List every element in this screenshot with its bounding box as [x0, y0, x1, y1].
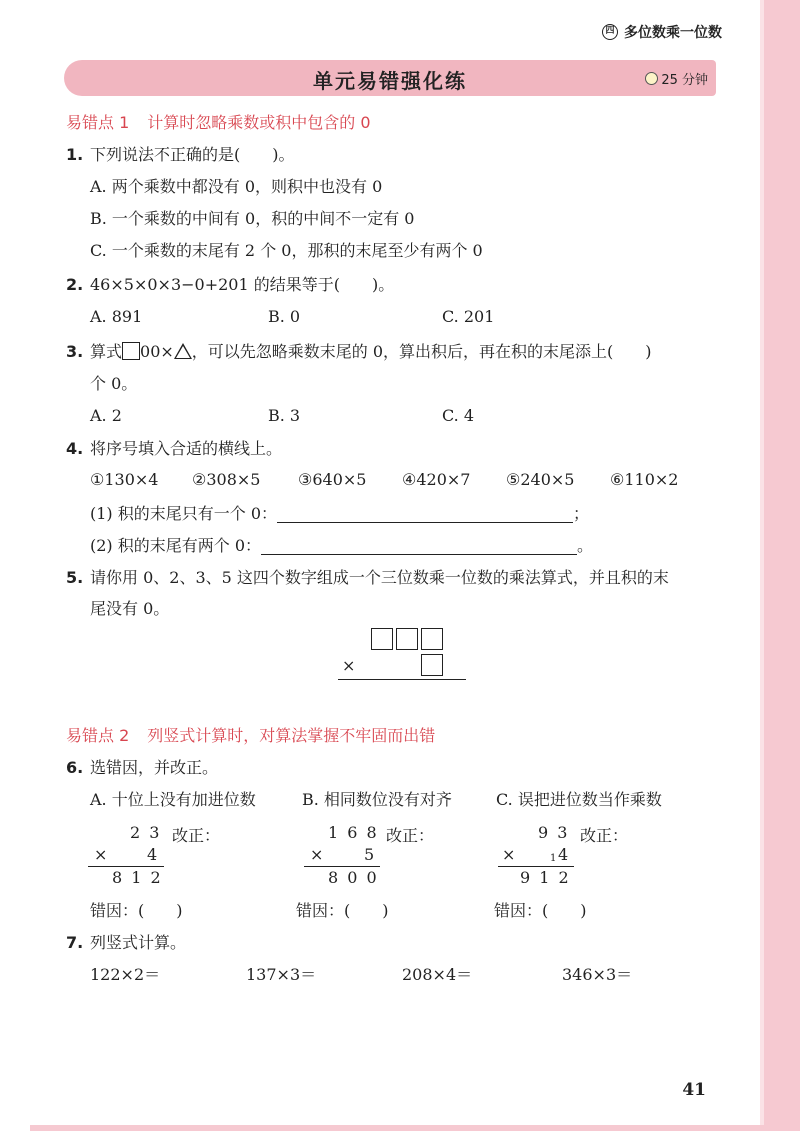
question-4-item: ⑤240×5: [506, 470, 575, 489]
question-3-stem-post: ，可以先忽略乘数末尾的 0，算出积后，再在积的末尾添上( ): [191, 342, 652, 361]
question-6-option-a: A. 十位上没有加进位数: [90, 790, 256, 809]
calc-3-line: [498, 866, 574, 867]
question-3-stem-pre: 算式: [90, 342, 123, 361]
question-1-stem: 下列说法不正确的是( )。: [90, 145, 295, 164]
answer-blank-2[interactable]: [261, 537, 577, 555]
section-1-point: 易错点 1: [66, 113, 130, 132]
question-3-option-c: C. 4: [442, 406, 475, 425]
calc-1-reason: 错因：( ): [90, 901, 183, 920]
question-6-option-c: C. 误把进位数当作乘数: [496, 790, 662, 809]
question-4-sub-2: [90, 535, 593, 557]
question-4-item: ②308×5: [192, 470, 261, 489]
question-6: [66, 757, 218, 779]
question-3-number: 3.: [66, 342, 84, 361]
question-5-stem-line2: 尾没有 0。: [90, 599, 170, 618]
question-4-item: ④420×7: [402, 470, 471, 489]
question-7-item: 208×4＝: [402, 965, 473, 984]
question-1: [66, 144, 295, 166]
calc-line: [338, 679, 466, 680]
square-placeholder: [122, 342, 140, 360]
digit-box[interactable]: [371, 628, 393, 650]
question-6-option-b: B. 相同数位没有对齐: [302, 790, 452, 809]
question-4-sub-2-label: (2) 积的末尾有两个 0：: [90, 536, 262, 555]
question-1-option-b: B. 一个乘数的中间有 0，积的中间不一定有 0: [90, 209, 415, 228]
question-7-item: 346×3＝: [562, 965, 633, 984]
unit-number-icon: 四: [602, 24, 618, 40]
question-2-number: 2.: [66, 275, 84, 294]
question-4-item: ①130×4: [90, 470, 159, 489]
question-7-stem: 列竖式计算。: [90, 933, 187, 952]
question-2-option-c: C. 201: [442, 307, 495, 326]
calc-2-mul: 5: [364, 845, 375, 864]
question-4-item: ③640×5: [298, 470, 367, 489]
section-1-heading: [66, 110, 371, 133]
question-6-stem: 选错因，并改正。: [90, 758, 219, 777]
unit-header: [602, 22, 722, 42]
question-7-item: 137×3＝: [246, 965, 317, 984]
calc-3-reason: 错因：( ): [494, 901, 587, 920]
question-5: [66, 567, 669, 589]
calc-2-top: 1 6 8: [328, 823, 379, 842]
question-3-option-a: A. 2: [90, 406, 122, 425]
bottom-decoration: [30, 1125, 800, 1131]
section-2-point: 易错点 2: [66, 726, 130, 745]
time-chip: [645, 69, 708, 88]
question-4-sub-2-end: 。: [577, 536, 594, 555]
question-1-option-a: A. 两个乘数中都没有 0，则积中也没有 0: [90, 177, 383, 196]
calc-2-line: [304, 866, 380, 867]
question-4-item: ⑥110×2: [610, 470, 679, 489]
question-7-number: 7.: [66, 933, 84, 952]
digit-box[interactable]: [421, 654, 443, 676]
page-number: 41: [682, 1080, 706, 1100]
answer-blank-1[interactable]: [277, 505, 573, 523]
question-6-number: 6.: [66, 758, 84, 777]
digit-box[interactable]: [396, 628, 418, 650]
calc-2-reason: 错因：( ): [296, 901, 389, 920]
calc-1-top: 2 3: [130, 823, 162, 842]
question-2-stem: 46×5×0×3−0+201 的结果等于( )。: [90, 275, 395, 294]
section-2-heading: [66, 723, 435, 746]
calc-3-carry: 1: [550, 853, 557, 864]
question-7: [66, 932, 186, 954]
question-7-item: 122×2＝: [90, 965, 161, 984]
unit-title: 多位数乘一位数: [624, 25, 722, 41]
question-5-number: 5.: [66, 568, 84, 587]
page-title: 单元易错强化练: [313, 69, 467, 93]
calc-3-fix-label: 改正：: [580, 826, 629, 845]
question-5-stem: 请你用 0、2、3、5 这四个数字组成一个三位数乘一位数的乘法算式，并且积的末: [90, 568, 669, 587]
title-banner: [64, 60, 716, 96]
question-3-stem-line2: 个 0。: [90, 374, 138, 393]
question-4-sub-1: [90, 503, 589, 525]
calc-3-result: 9 1 2: [520, 868, 571, 887]
question-3-stem-mid: 00×: [140, 342, 174, 361]
calc-1-result: 8 1 2: [112, 868, 163, 887]
section-1-title: 计算时忽略乘数或积中包含的 0: [147, 113, 371, 132]
calc-1-mul: 4: [147, 845, 158, 864]
side-decoration: [764, 0, 800, 1131]
question-2-option-a: A. 891: [90, 307, 143, 326]
calc-1-times: ×: [94, 845, 108, 864]
triangle-placeholder: [174, 343, 192, 359]
question-2-option-b: B. 0: [268, 307, 301, 326]
section-2-title: 列竖式计算时，对算法掌握不牢固而出错: [147, 726, 436, 745]
digit-box[interactable]: [421, 628, 443, 650]
times-sign: ×: [342, 656, 356, 675]
calc-1-fix-label: 改正：: [172, 826, 221, 845]
question-1-option-c: C. 一个乘数的末尾有 2 个 0，那积的末尾至少有两个 0: [90, 241, 483, 260]
question-4-sub-1-label: (1) 积的末尾只有一个 0：: [90, 504, 278, 523]
question-3: [66, 341, 652, 363]
question-1-number: 1.: [66, 145, 84, 164]
question-2: [66, 274, 394, 296]
calc-3-mul: 4: [558, 845, 569, 864]
question-4-sub-1-end: ；: [573, 504, 590, 523]
calc-3-times: ×: [502, 845, 516, 864]
question-4: [66, 438, 282, 460]
question-4-stem: 将序号填入合适的横线上。: [90, 439, 283, 458]
question-3-option-b: B. 3: [268, 406, 301, 425]
calc-2-result: 8 0 0: [328, 868, 379, 887]
question-4-number: 4.: [66, 439, 84, 458]
time-label: 25 分钟: [661, 73, 708, 88]
calc-2-fix-label: 改正：: [386, 826, 435, 845]
clock-icon: [645, 72, 658, 85]
calc-2-times: ×: [310, 845, 324, 864]
calc-3-top: 9 3: [538, 823, 570, 842]
calc-1-line: [88, 866, 164, 867]
